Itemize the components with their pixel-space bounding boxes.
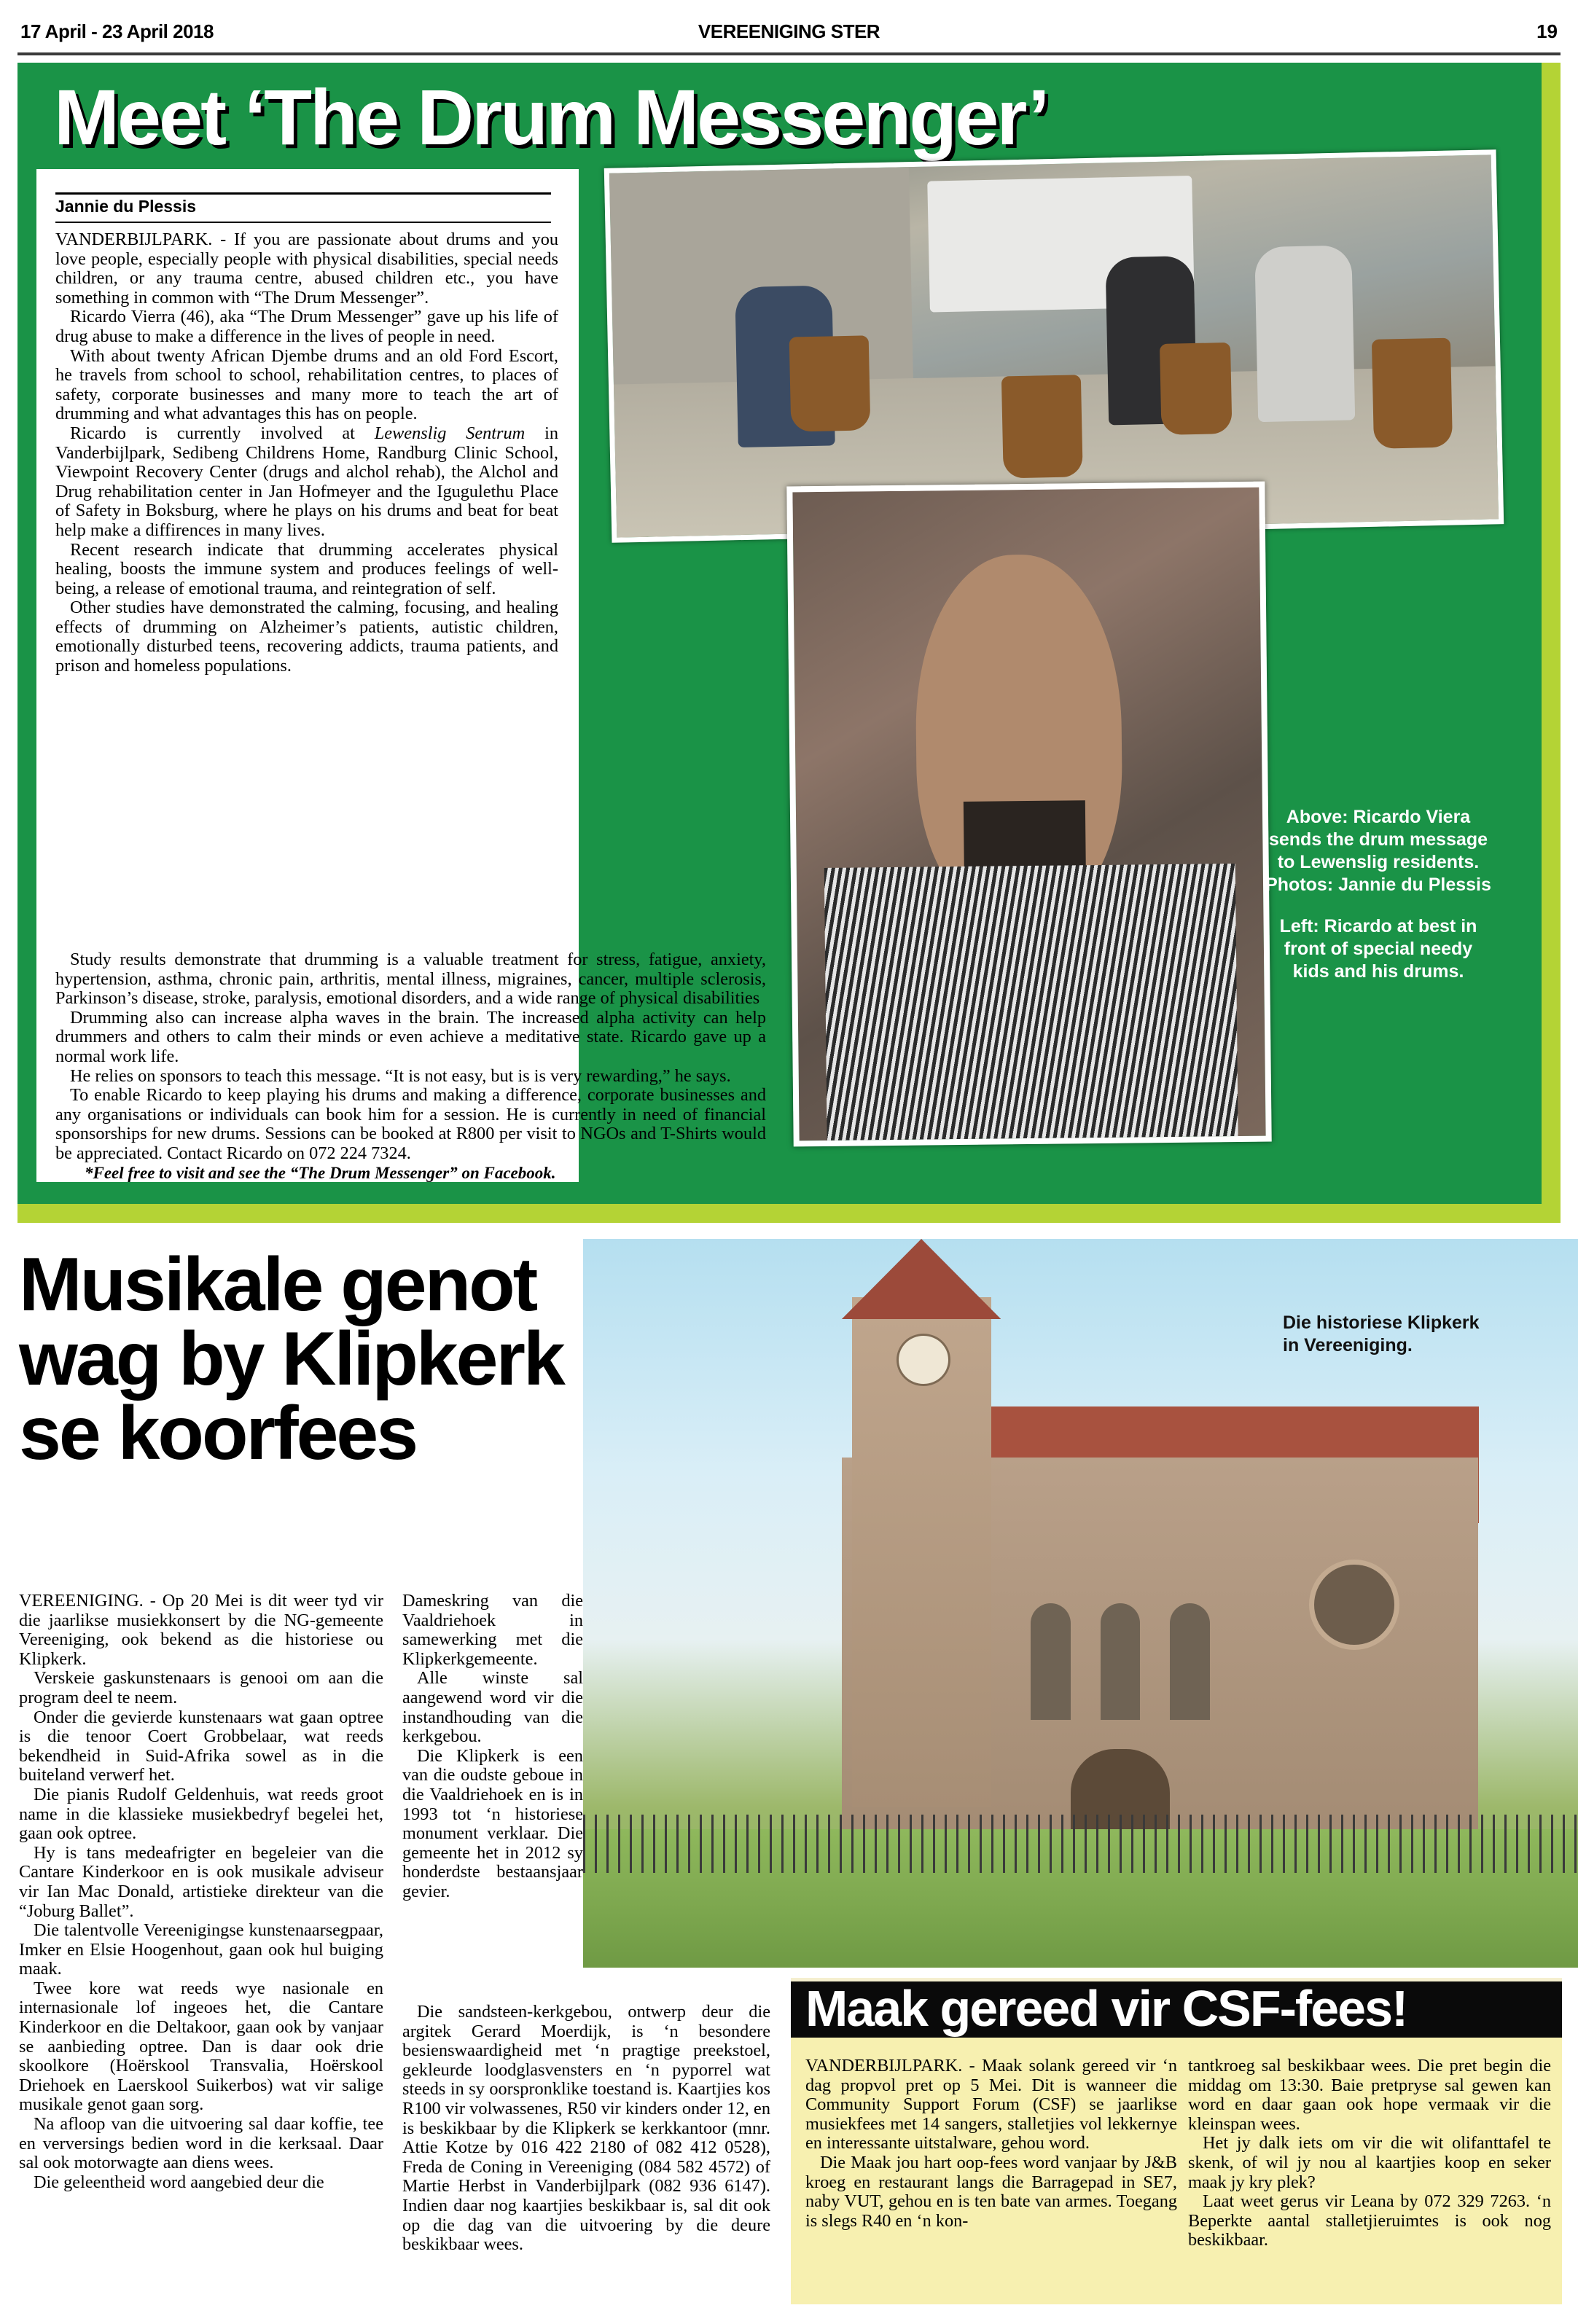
- paragraph: Die geleentheid word aangebied deur die: [34, 2172, 324, 2192]
- paragraph: Drumming also can increase alpha waves in the brain. The increased alpha activity can help drummers and others to calm their minds or even achieve a meditative state. Ricardo gave up a normal work life.: [55, 1007, 766, 1066]
- paragraph: Die sandsteen-kerkgebou, ontwerp deur die argitek Gerard Moerdijk, is ‘n besondere besienswaardigheid met ‘n pragtige preekstoel, gekleurde loodglasvensters en ‘n pyporrel wat steeds in sy oorspronklike toestand is. Kaartjies kos R100 vir volwassenes, R50 vir kinders onder 12, en is beskikbaar by die Klipkerk se kerkkantoor (mnr. Attie Kotze by 016 422 2180 of 082 412 0528), Freda de Coning in Vereeniging (084 582 4572) of Martie Herbst in Vanderbijlpark (082 936 6147). Indien daar nog kaartjies beskikbaar is, sal dit ook op die dag van die uitvoering by die deure beskikbaar wees.: [402, 2002, 770, 2255]
- caption-above: Above: Ricardo Viera sends the drum message to Lewenslig residents. Photos: Jannie du Plessis: [1265, 807, 1491, 895]
- article2-headline: [19, 1243, 762, 1476]
- masthead: [0, 20, 1578, 54]
- article1-lime-border: [17, 63, 1561, 1223]
- paragraph: To enable Ricardo to keep playing his drums and making a difference, corporate businesses and any organisations or individuals can book him for a session. He is currently in need of financial sponsorships for new drums. Sessions can be booked at R800 per visit to NGOs and T-Shirts would be appreciated. Contact Ricardo on 072 224 7324.: [55, 1085, 766, 1163]
- paragraph: Na afloop van die uitvoering sal daar koffie, tee en verversings bedien word in die kerksaal. Daar sal ook motorwagte aan diens wees.: [19, 2114, 383, 2173]
- article1-byline: Jannie du Plessis: [55, 197, 197, 216]
- headline-line-2: wag by Klipkerk: [19, 1317, 563, 1401]
- paragraph: Twee kore wat reeds wye nasionale en internasionale lof ingeoes het, die Cantare Kinderkoor en die Deltakoor, gaan ook by vanjaar se aanbieding optree. Dan is daar ook drie skoolkore (Hoërskool Transvalia, Hoërskool Driehoek en Laerskool Suikerbos) wat vir salige musikale genot gaan sorg.: [19, 1978, 383, 2115]
- paragraph: Dameskring van die Vaaldriehoek in samewerking met die Klipkerkgemeente.: [402, 1591, 583, 1669]
- paragraph: Die pianis Rudolf Geldenhuis, wat reeds groot name in die klassieke musiekbedryf begelei het, gaan ook optree.: [19, 1784, 383, 1844]
- paragraph: VANDERBIJLPARK. - If you are passionate about drums and you love people, especially people with physical disabilities, special needs children, or any trauma centre, abused children etc., you have something in common with “The Drum Messenger”.: [55, 230, 558, 308]
- paragraph: Recent research indicate that drumming accelerates physical healing, boosts the immune system and produces feelings of well-being, a release of emotional trauma, and reintegration of self.: [55, 539, 558, 598]
- issue-date: 17 April - 23 April 2018: [20, 20, 214, 42]
- paragraph: Ricardo is currently involved at Lewenslig Sentrum in Vanderbijlpark, Sedibeng Childrens Home, Randburg Clinic School, Viewpoint Recovery Center (drugs and alchol rehab), the Alchol and Drug rehabilitation center in Jan Hofmeyer and the Igugulethu Place of Safety in Boksburg, where he plays on his drums and beat for beat help make a diffirences in many lives.: [55, 423, 558, 540]
- paragraph: Die talentvolle Vereenigingse kunstenaarsegpaar, Imker en Elsie Hoogenhout, gaan ook hul buiging maak.: [19, 1920, 383, 1979]
- paragraph: Verskeie gaskunstenaars is genooi om aan die program deel te neem.: [19, 1668, 383, 1707]
- facebook-note: *Feel free to visit and see the “The Drum Messenger” on Facebook.: [85, 1163, 556, 1182]
- page-number: 19: [1536, 20, 1558, 42]
- masthead-divider: [17, 52, 1561, 55]
- headline-line-1: Musikale genot: [19, 1243, 536, 1327]
- paragraph: VEREENIGING. - Op 20 Mei is dit weer tyd vir die jaarlikse musiekkonsert by die NG-gemeente Vereeniging, ook bekend as die historiese ou Klipkerk.: [19, 1591, 383, 1669]
- paragraph: Laat weet gerus vir Leana by 072 329 7263. ‘n Beperkte aantal stalletjieruimtes is ook nog beskikbaar.: [1188, 2191, 1551, 2250]
- article2-column-1: [19, 1592, 383, 2192]
- paragraph: tantkroeg sal beskikbaar wees. Die pret begin die middag om 13:30. Baie pretpryse sal gewen kan word en daar gaan ook hope vermaak vir die kleinspan wees.: [1188, 2056, 1551, 2134]
- paragraph: Die Klipkerk is een van die oudste geboue in die Vaaldriehoek en is in 1993 tot ‘n historiese monument verklaar. Die gemeente het in 2012 sy honderdste bestaansjaar gevier.: [402, 1745, 583, 1901]
- paragraph: He relies on sponsors to teach this message. “It is not easy, but is is very rewarding,” he says.: [70, 1065, 731, 1086]
- paragraph: Other studies have demonstrated the calming, focusing, and healing effects of drumming on Alzheimer’s patients, autistic children, emotionally disturbed teens, recovering addicts, trauma patients, and prison and homeless populations.: [55, 598, 558, 676]
- paragraph: Study results demonstrate that drumming is a valuable treatment for stress, fatigue, anxiety, hypertension, asthma, chronic pain, arthritis, mental illness, migraines, cancer, multiple sclerosis, Parkinson’s disease, stroke, paralysis, emotional disorders, and a wide range of physical disabilities: [55, 950, 766, 1009]
- article2-photo-caption: Die historiese Klipkerk in Vereeniging.: [1283, 1312, 1480, 1355]
- paragraph: Het jy dalk iets om vir die wit olifanttafel te skenk, of wil jy nou al kaartjies koop en seker maak jy kry plek?: [1188, 2133, 1551, 2192]
- paragraph: With about twenty African Djembe drums and an old Ford Escort, he travels from school to school, rehabilitation centres, to places of safety, corporate businesses and many more to teach the art of drumming and what advantages this has on people.: [55, 345, 558, 424]
- article3-headline: Maak gereed vir CSF-fees!: [805, 1980, 1407, 2037]
- paragraph: VANDERBIJLPARK. - Maak solank gereed vir ‘n dag propvol pret op 5 Mei. Dit is wanneer die Community Support Forum (CSF) se jaarlikse musiekfees met 14 sangers, stalletjies vol lekkernye en interessante uitstalware, gehou word.: [805, 2056, 1177, 2153]
- article2-column-3: [402, 2003, 770, 2255]
- article2-column-2: [402, 1592, 583, 1902]
- article1-headline: Meet ‘The Drum Messenger’: [54, 73, 1048, 161]
- caption-left: Left: Ricardo at best in front of special needy kids and his drums.: [1279, 916, 1477, 982]
- paragraph: Alle winste sal aangewend word vir die instandhouding van die kerkgebou.: [402, 1668, 583, 1747]
- paragraph: Ricardo Vierra (46), aka “The Drum Messenger” gave up his life of drug abuse to make a difference in the lives of people in need.: [55, 307, 558, 346]
- article3-column-2: [1188, 2057, 1551, 2250]
- publication-title: VEREENIGING STER: [698, 20, 880, 42]
- paragraph: Hy is tans medeafrigter en begeleier van die Cantare Kinderkoor en is ook musikale adviseur vir Ian Mac Donald, artistieke direkteur van die “Joburg Ballet”.: [19, 1842, 383, 1921]
- article3-column-1: [805, 2057, 1177, 2231]
- paragraph: Die Maak jou hart oop-fees word vanjaar by J&B kroeg en restaurant langs die Barragepad in SE7, naby VUT, gehou en is ten bate van armes. Toegang is slegs R40 en ‘n kon-: [805, 2152, 1177, 2231]
- headline-line-3: se koorfees: [19, 1391, 417, 1476]
- paragraph: Onder die gevierde kunstenaars wat gaan optree is die tenoor Coert Grobbelaar, wat reeds bekendheid in Suid-Afrika sowel as in die buiteland verwerf het.: [19, 1707, 383, 1785]
